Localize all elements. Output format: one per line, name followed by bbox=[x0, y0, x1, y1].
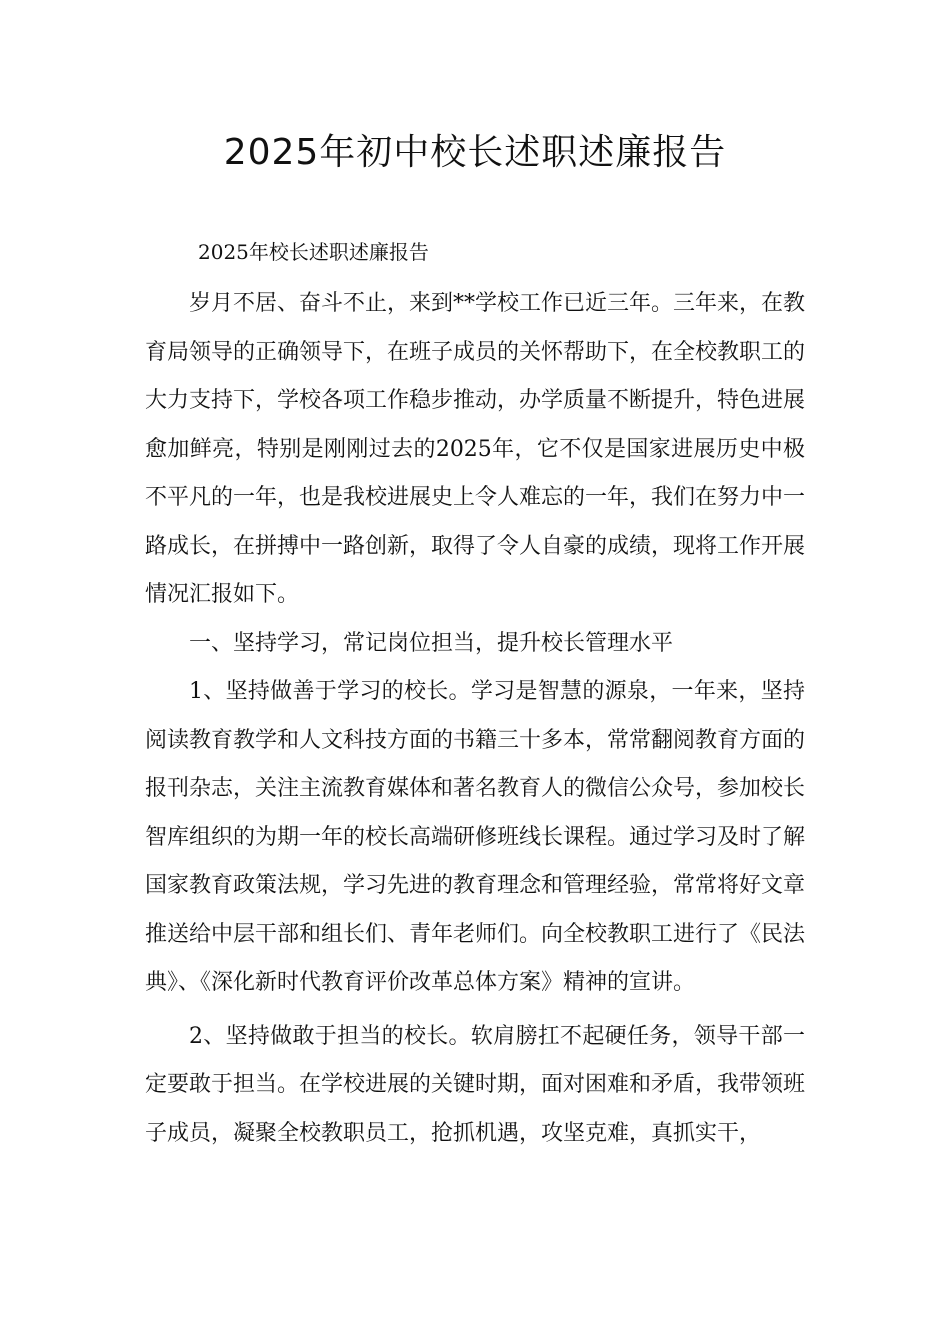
document-subtitle: 2025年校长述职述廉报告 bbox=[198, 240, 429, 264]
paragraph-intro: 岁月不居、奋斗不止，来到**学校工作已近三年。三年来，在教育局领导的正确领导下，在班子成员的关怀帮助下，在全校教职工的大力支持下，学校各项工作稳步推动，办学质量不断提升，特色进展愈加鲜亮，特别是刚刚过去的2025年，它不仅是国家进展历史中极不平凡的一年，也是我校进展史上令人难忘的一年，我们在努力中一路成长，在拼搏中一路创新，取得了令人自豪的成绩，现将工作开展情况汇报如下。 bbox=[145, 291, 806, 607]
paragraph-responsibility: 2、坚持做敢于担当的校长。软肩膀扛不起硬任务，领导干部一定要敢于担当。在学校进展的关键时期，面对困难和矛盾，我带领班子成员，凝聚全校教职员工，抢抓机遇，攻坚克难，真抓实干， bbox=[145, 1023, 806, 1146]
document-body bbox=[145, 280, 805, 1158]
section-heading: 一、坚持学习，常记岗位担当，提升校长管理水平 bbox=[189, 630, 674, 656]
paragraph-learning: 1、坚持做善于学习的校长。学习是智慧的源泉，一年来，坚持阅读教育教学和人文科技方面的书籍三十多本，常常翻阅教育方面的报刊杂志，关注主流教育媒体和著名教育人的微信公众号，参加校长智库组织的为期一年的校长高端研修班线长课程。通过学习及时了解国家教育政策法规，学习先进的教育理念和管理经验，常常将好文章推送给中层干部和组长们、青年老师们。向全校教职工进行了《民法典》、《深化新时代教育评价改革总体方案》精神的宣讲。 bbox=[145, 679, 806, 995]
document-title: 2025年初中校长述职述廉报告 bbox=[223, 132, 727, 173]
